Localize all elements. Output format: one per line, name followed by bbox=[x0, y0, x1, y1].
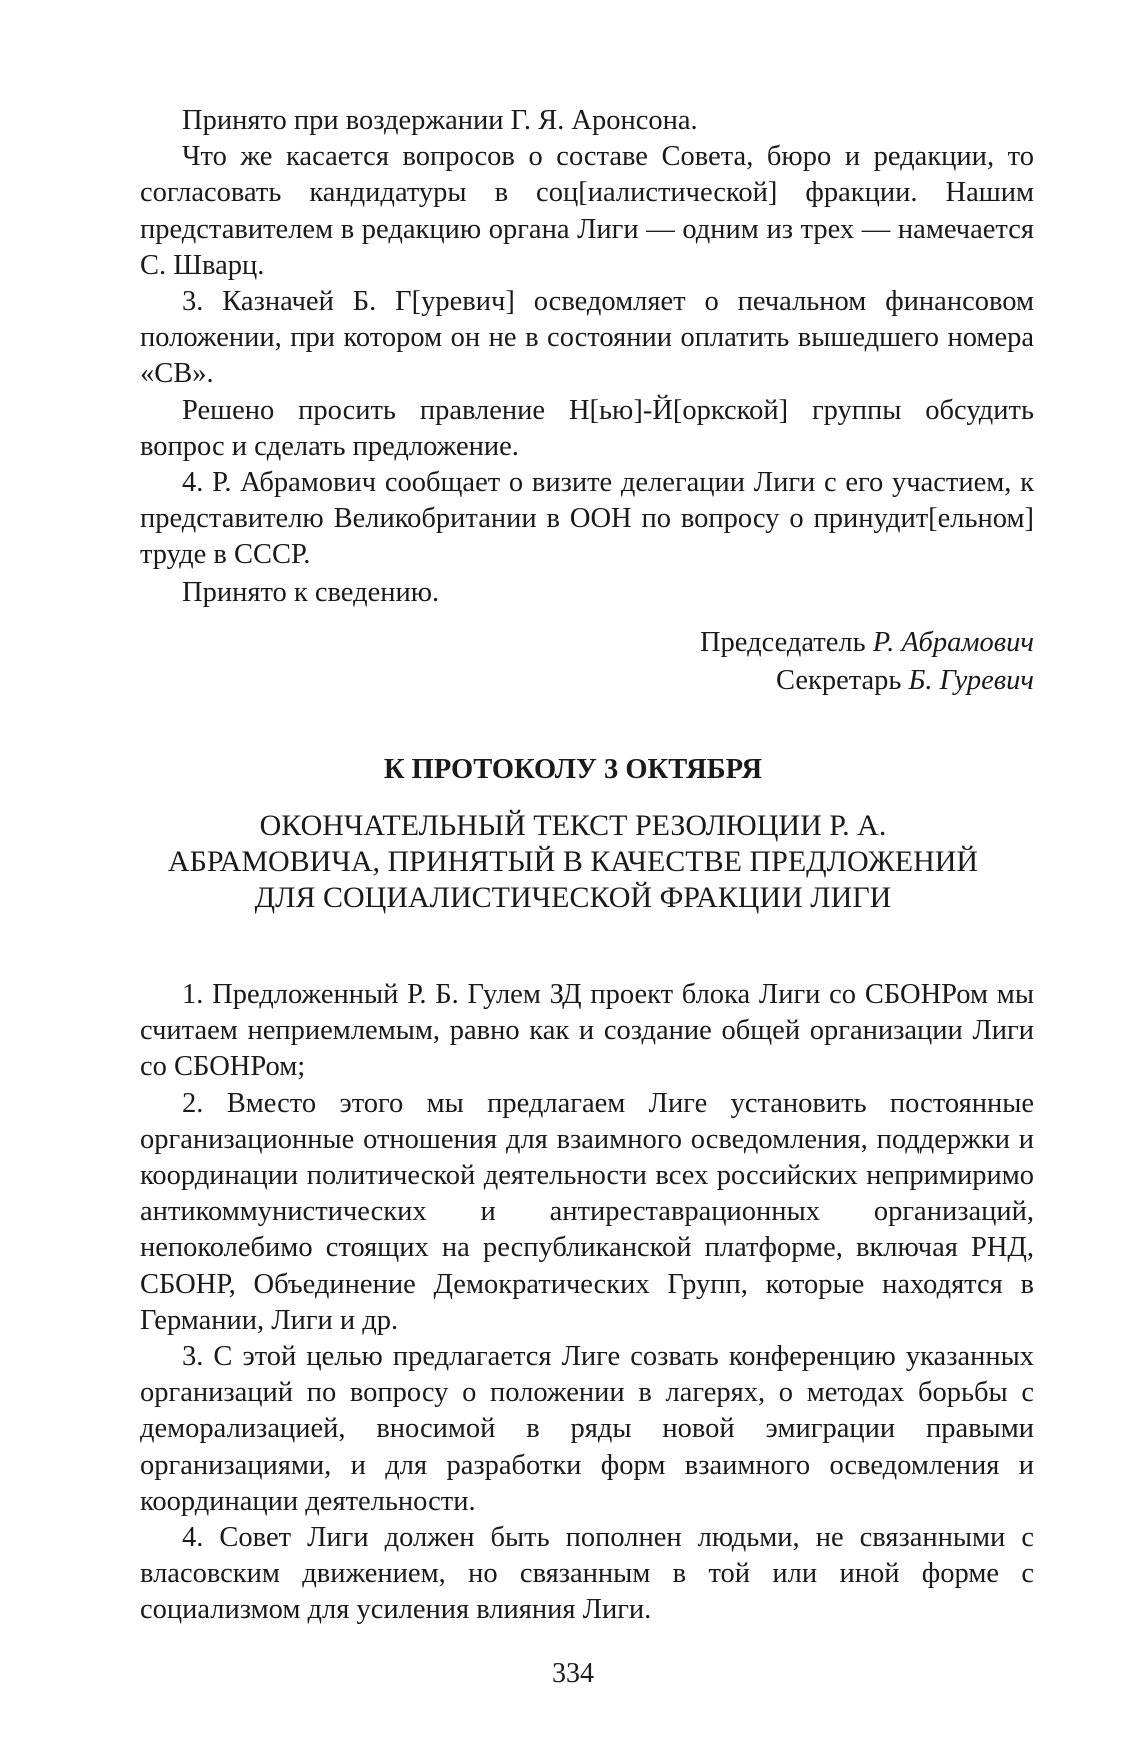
paragraph: 4. Р. Абрамович сообщает о визите делегации Лиги с его участием, к представителю Великобритании в ООН по вопросу о принудит[ельном] труде в СССР. bbox=[140, 467, 1034, 571]
signature-role: Секретарь bbox=[775, 665, 902, 696]
section-heading: К ПРОТОКОЛУ 3 ОКТЯБРЯ bbox=[383, 754, 763, 785]
signature-name: Б. Гуревич bbox=[908, 665, 1034, 696]
resolution-item: 4. Совет Лиги должен быть пополнен людьми, не связанными с власовским движением, но связанным в той или иной форме с социализмом для усиления влияния Лиги. bbox=[140, 1522, 1034, 1626]
upper-text-block bbox=[140, 103, 1034, 574]
page-number: 334 bbox=[552, 1658, 594, 1689]
resolution-item: 1. Предложенный Р. Б. Гулем ЗД проект блока Лиги со СБОНРом мы считаем неприемлемым, равно как и создание общей организации Лиги со СБОНРом; bbox=[140, 979, 1034, 1083]
resolution-text-block bbox=[140, 977, 1034, 1629]
paragraph: Принято при воздержании Г. Я. Аронсона. bbox=[182, 105, 698, 136]
paragraph: Решено просить правление Н[ью]-Й[оркской] группы обсудить вопрос и сделать предложение. bbox=[140, 394, 1034, 462]
resolution-title: ОКОНЧАТЕЛЬНЫЙ ТЕКСТ РЕЗОЛЮЦИИ Р. А. АБРАМОВИЧА, ПРИНЯТЫЙ В КАЧЕСТВЕ ПРЕДЛОЖЕНИЙ ДЛЯ СОЦИАЛИСТИЧЕСКОЙ ФРАКЦИИ ЛИГИ bbox=[167, 809, 979, 914]
signature-name: Р. Абрамович bbox=[872, 627, 1034, 658]
resolution-item: 3. С этой целью предлагается Лиге созвать конференцию указанных организаций по вопросу о положении в лагерях, о методах борьбы с деморализацией, вносимой в ряды новой эмиграции правыми организациями, и для разработки форм взаимного осведомления и координации деятельности. bbox=[140, 1341, 1034, 1517]
signature-block bbox=[700, 624, 1034, 700]
resolution-item: 2. Вместо этого мы предлагаем Лиге установить постоянные организационные отношения для взаимного осведомления, поддержки и координации политической деятельности всех российских непримиримо антикоммунистических и антиреставрационных организаций, непоколебимо стоящих на республиканской платформе, включая РНД, СБОНР, Объединение Демократических Групп, которые находятся в Германии, Лиги и др. bbox=[140, 1087, 1034, 1336]
paragraph: Что же касается вопросов о составе Совета, бюро и редакции, то согласовать кандидатуры в соц[иалистической] фракции. Нашим представителем в редакцию органа Лиги — одним из трех — намечается С. Шварц. bbox=[140, 141, 1034, 281]
chairman-signature bbox=[700, 624, 1034, 662]
secretary-signature bbox=[700, 662, 1034, 700]
paragraph: 3. Казначей Б. Г[уревич] осведомляет о печальном финансовом положении, при котором он не в состоянии оплатить вышедшего номера «СВ». bbox=[140, 286, 1034, 390]
noted-line: Принято к сведению. bbox=[182, 577, 440, 608]
signature-role: Председатель bbox=[699, 627, 866, 658]
